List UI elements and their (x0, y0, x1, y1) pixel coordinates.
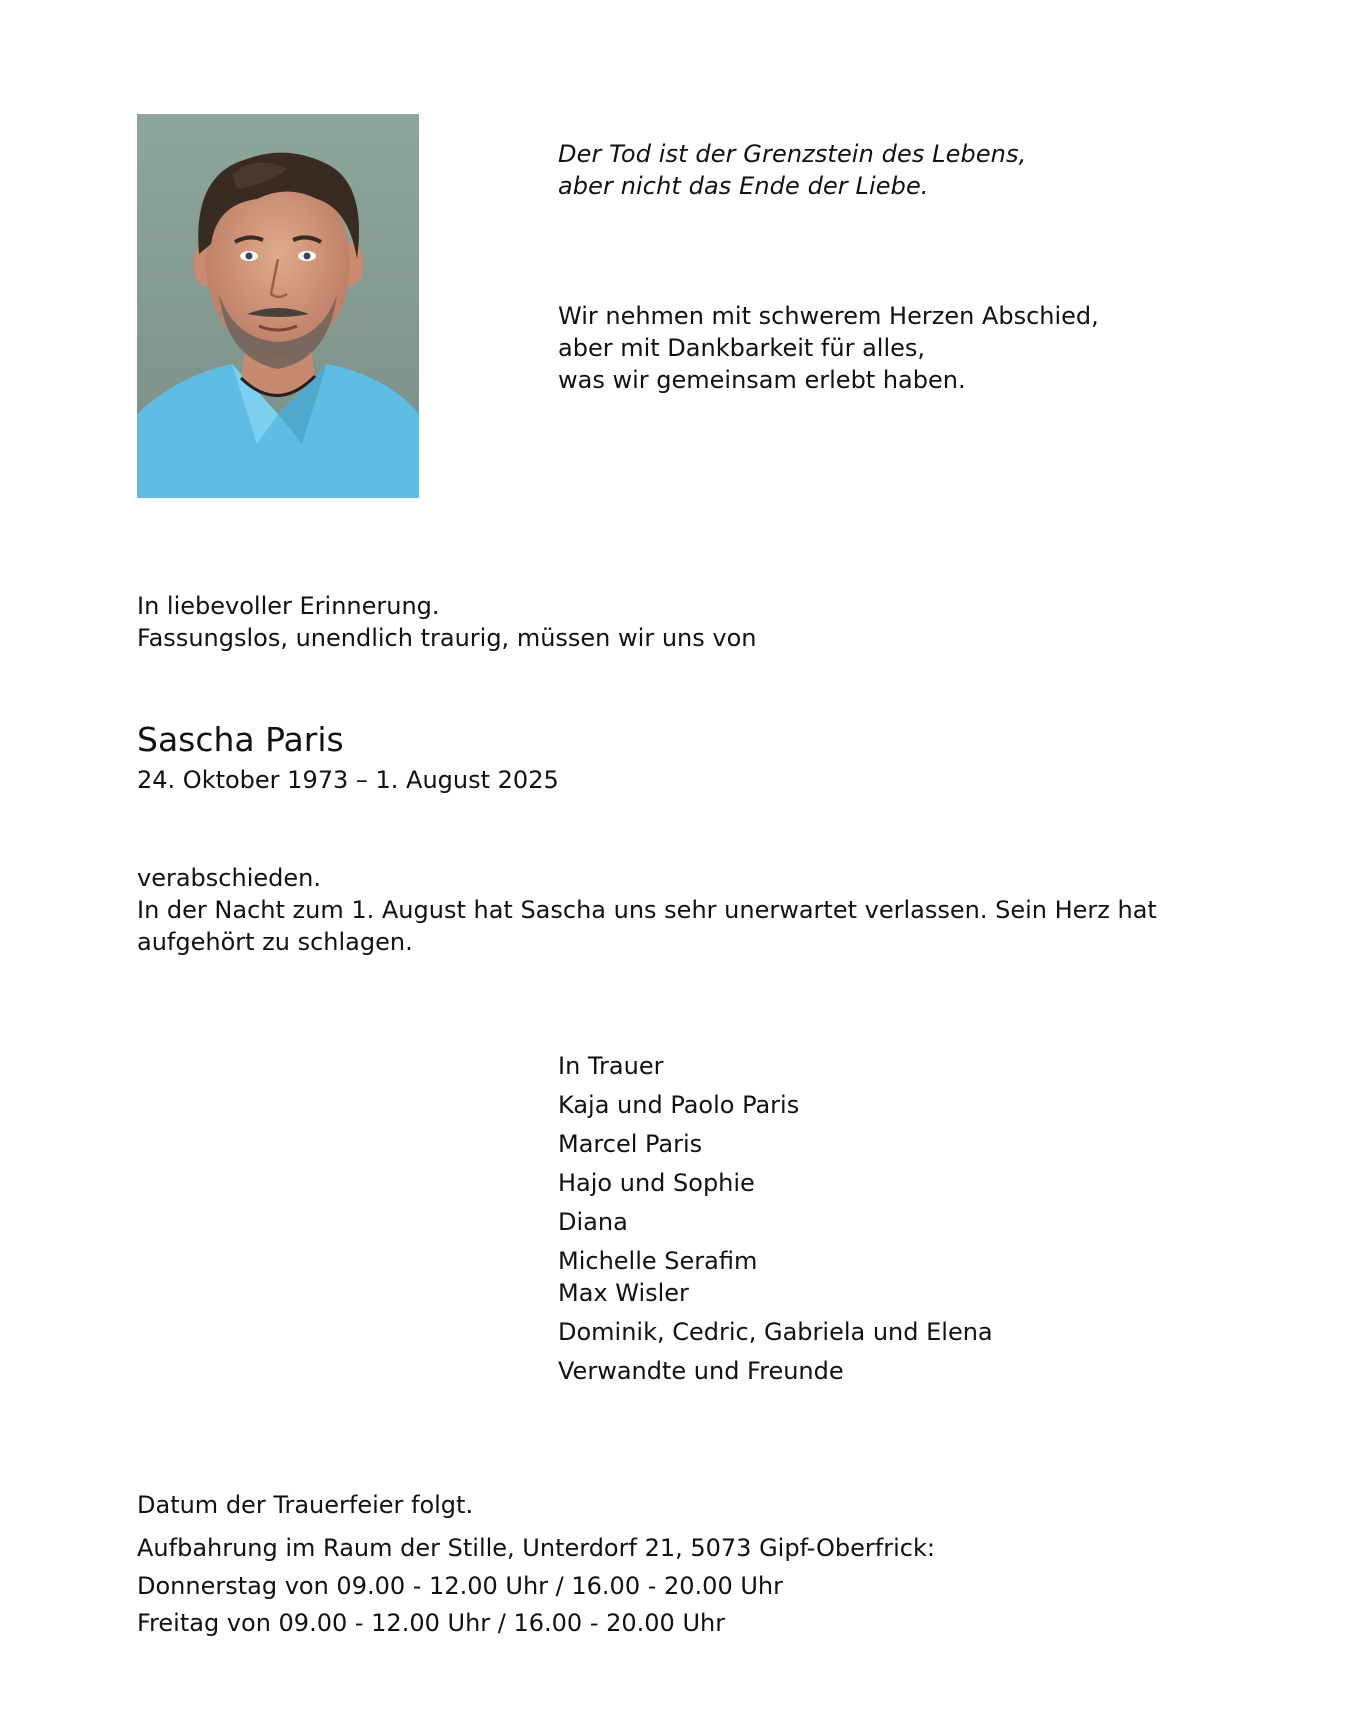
ceremony-line: Donnerstag von 09.00 - 12.00 Uhr / 16.00 - 20.00 Uhr (137, 1572, 783, 1600)
message-line: In der Nacht zum 1. August hat Sascha uns sehr unerwartet verlassen. Sein Herz hat (137, 896, 1157, 924)
farewell-line: was wir gemeinsam erlebt haben. (558, 366, 966, 394)
mourner-name: Verwandte und Freunde (558, 1357, 844, 1385)
farewell-line: aber mit Dankbarkeit für alles, (558, 334, 926, 362)
ceremony-info (137, 1490, 935, 1638)
message-line: aufgehört zu schlagen. (137, 928, 413, 956)
deceased-name: Sascha Paris (137, 720, 344, 759)
death-message (137, 862, 1257, 958)
message-line: verabschieden. (137, 864, 321, 892)
farewell-line: Wir nehmen mit schwerem Herzen Abschied, (558, 302, 1099, 330)
mourner-name: Hajo und Sophie (558, 1169, 755, 1197)
mourner-name: Michelle Serafim (558, 1247, 758, 1275)
mourner-name: Dominik, Cedric, Gabriela und Elena (558, 1318, 993, 1346)
mourner-name: Max Wisler (558, 1279, 689, 1307)
mourners-heading: In Trauer (558, 1052, 664, 1080)
intro-line: In liebevoller Erinnerung. (137, 592, 440, 620)
farewell-text (558, 300, 1099, 396)
mourner-name: Kaja und Paolo Paris (558, 1091, 800, 1119)
ceremony-line: Datum der Trauerfeier folgt. (137, 1491, 474, 1519)
memorial-quote (558, 138, 1026, 202)
ceremony-line: Aufbahrung im Raum der Stille, Unterdorf 21, 5073 Gipf-Oberfrick: (137, 1534, 935, 1562)
life-dates: 24. Oktober 1973 – 1. August 2025 (137, 766, 559, 794)
mourners-list (558, 1051, 993, 1386)
portrait-photo (137, 114, 419, 498)
intro-line: Fassungslos, unendlich traurig, müssen wir uns von (137, 624, 757, 652)
ceremony-line: Freitag von 09.00 - 12.00 Uhr / 16.00 - 20.00 Uhr (137, 1609, 726, 1637)
mourner-name: Marcel Paris (558, 1130, 703, 1158)
intro-text (137, 590, 756, 654)
mourner-name: Diana (558, 1208, 628, 1236)
quote-line: Der Tod ist der Grenzstein des Lebens, (558, 140, 1027, 168)
quote-line: aber nicht das Ende der Liebe. (558, 172, 929, 200)
